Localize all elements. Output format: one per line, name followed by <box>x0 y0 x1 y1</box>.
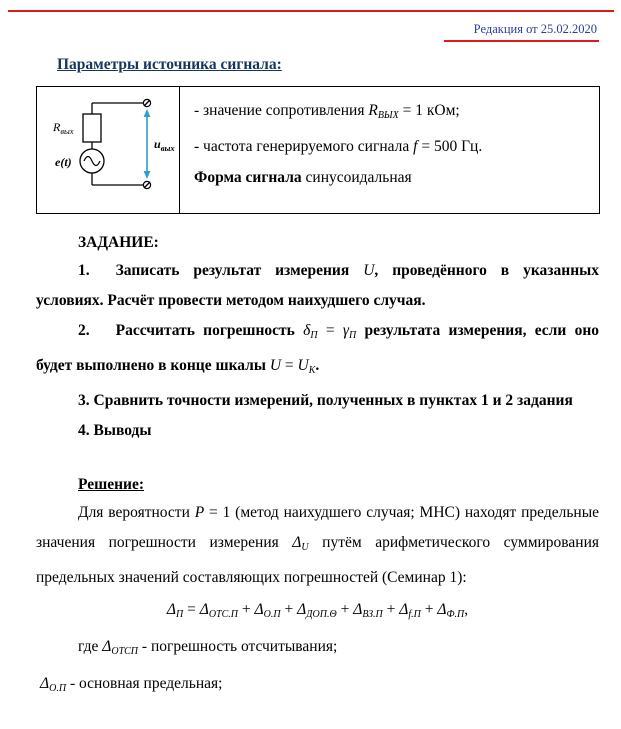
where-otsp: где ΔОТСП - погрешность отсчитывания; <box>78 638 338 657</box>
solution-intro: Для вероятности P = 1 (метод наихудшего случая; МНС) находят предельные значения погрешности измерения ΔU путём арифметического суммирования предельных значений составляющих погрешностей (Семинар 1): <box>36 504 600 586</box>
param-frequency: - частота генерируемого сигнала f = 500 Гц. <box>194 138 483 155</box>
revision-header <box>36 0 599 42</box>
terminal-top-icon <box>143 99 150 106</box>
where-op: ΔО.П - основная предельная; <box>40 675 223 694</box>
task-item-4: 4. Выводы <box>78 422 152 439</box>
uout-arrow-icon <box>144 109 151 179</box>
source-label: e(t) <box>55 155 72 169</box>
total-error-formula: ΔП = ΔОТС.П + ΔО.П + ΔДОП.Θ + ΔВЗ.П + Δf.П + ΔФ.П, <box>166 601 469 620</box>
task-item-1: 1. Записать результат измерения U, проведённого в указанных условиях. Расчёт провести методом наихудшего случая. <box>36 262 599 309</box>
param-waveform: Форма сигнала синусоидальная <box>194 169 412 186</box>
sine-wave-icon <box>84 157 100 166</box>
terminal-bottom-icon <box>143 181 150 188</box>
section-title: Параметры источника сигнала: <box>57 56 282 73</box>
tasks-heading: ЗАДАНИЕ: <box>78 234 159 251</box>
resistor-label: $R_{вых}$ <box>53 120 74 136</box>
circuit-diagram <box>37 87 178 208</box>
params-text-cell <box>180 87 600 214</box>
top-divider <box>8 10 614 12</box>
task-item-3: 3. Сравнить точности измерений, полученных в пунктах 1 и 2 задания <box>78 392 573 409</box>
signal-params-table <box>36 86 600 214</box>
circuit-diagram-cell <box>37 87 180 214</box>
uout-label: $u_{вых}$ <box>154 137 175 153</box>
solution-heading: Решение: <box>78 476 145 493</box>
resistor-symbol <box>83 114 101 142</box>
revision-text: Редакция от 25.02.2020 <box>444 22 599 42</box>
task-item-2: 2. Рассчитать погрешность δП = γП результата измерения, если оно будет выполнено в конце шкалы U = UК. <box>36 322 599 376</box>
table-row <box>37 87 600 214</box>
param-resistance: - значение сопротивления RВЫХ = 1 кОм; <box>194 102 460 121</box>
